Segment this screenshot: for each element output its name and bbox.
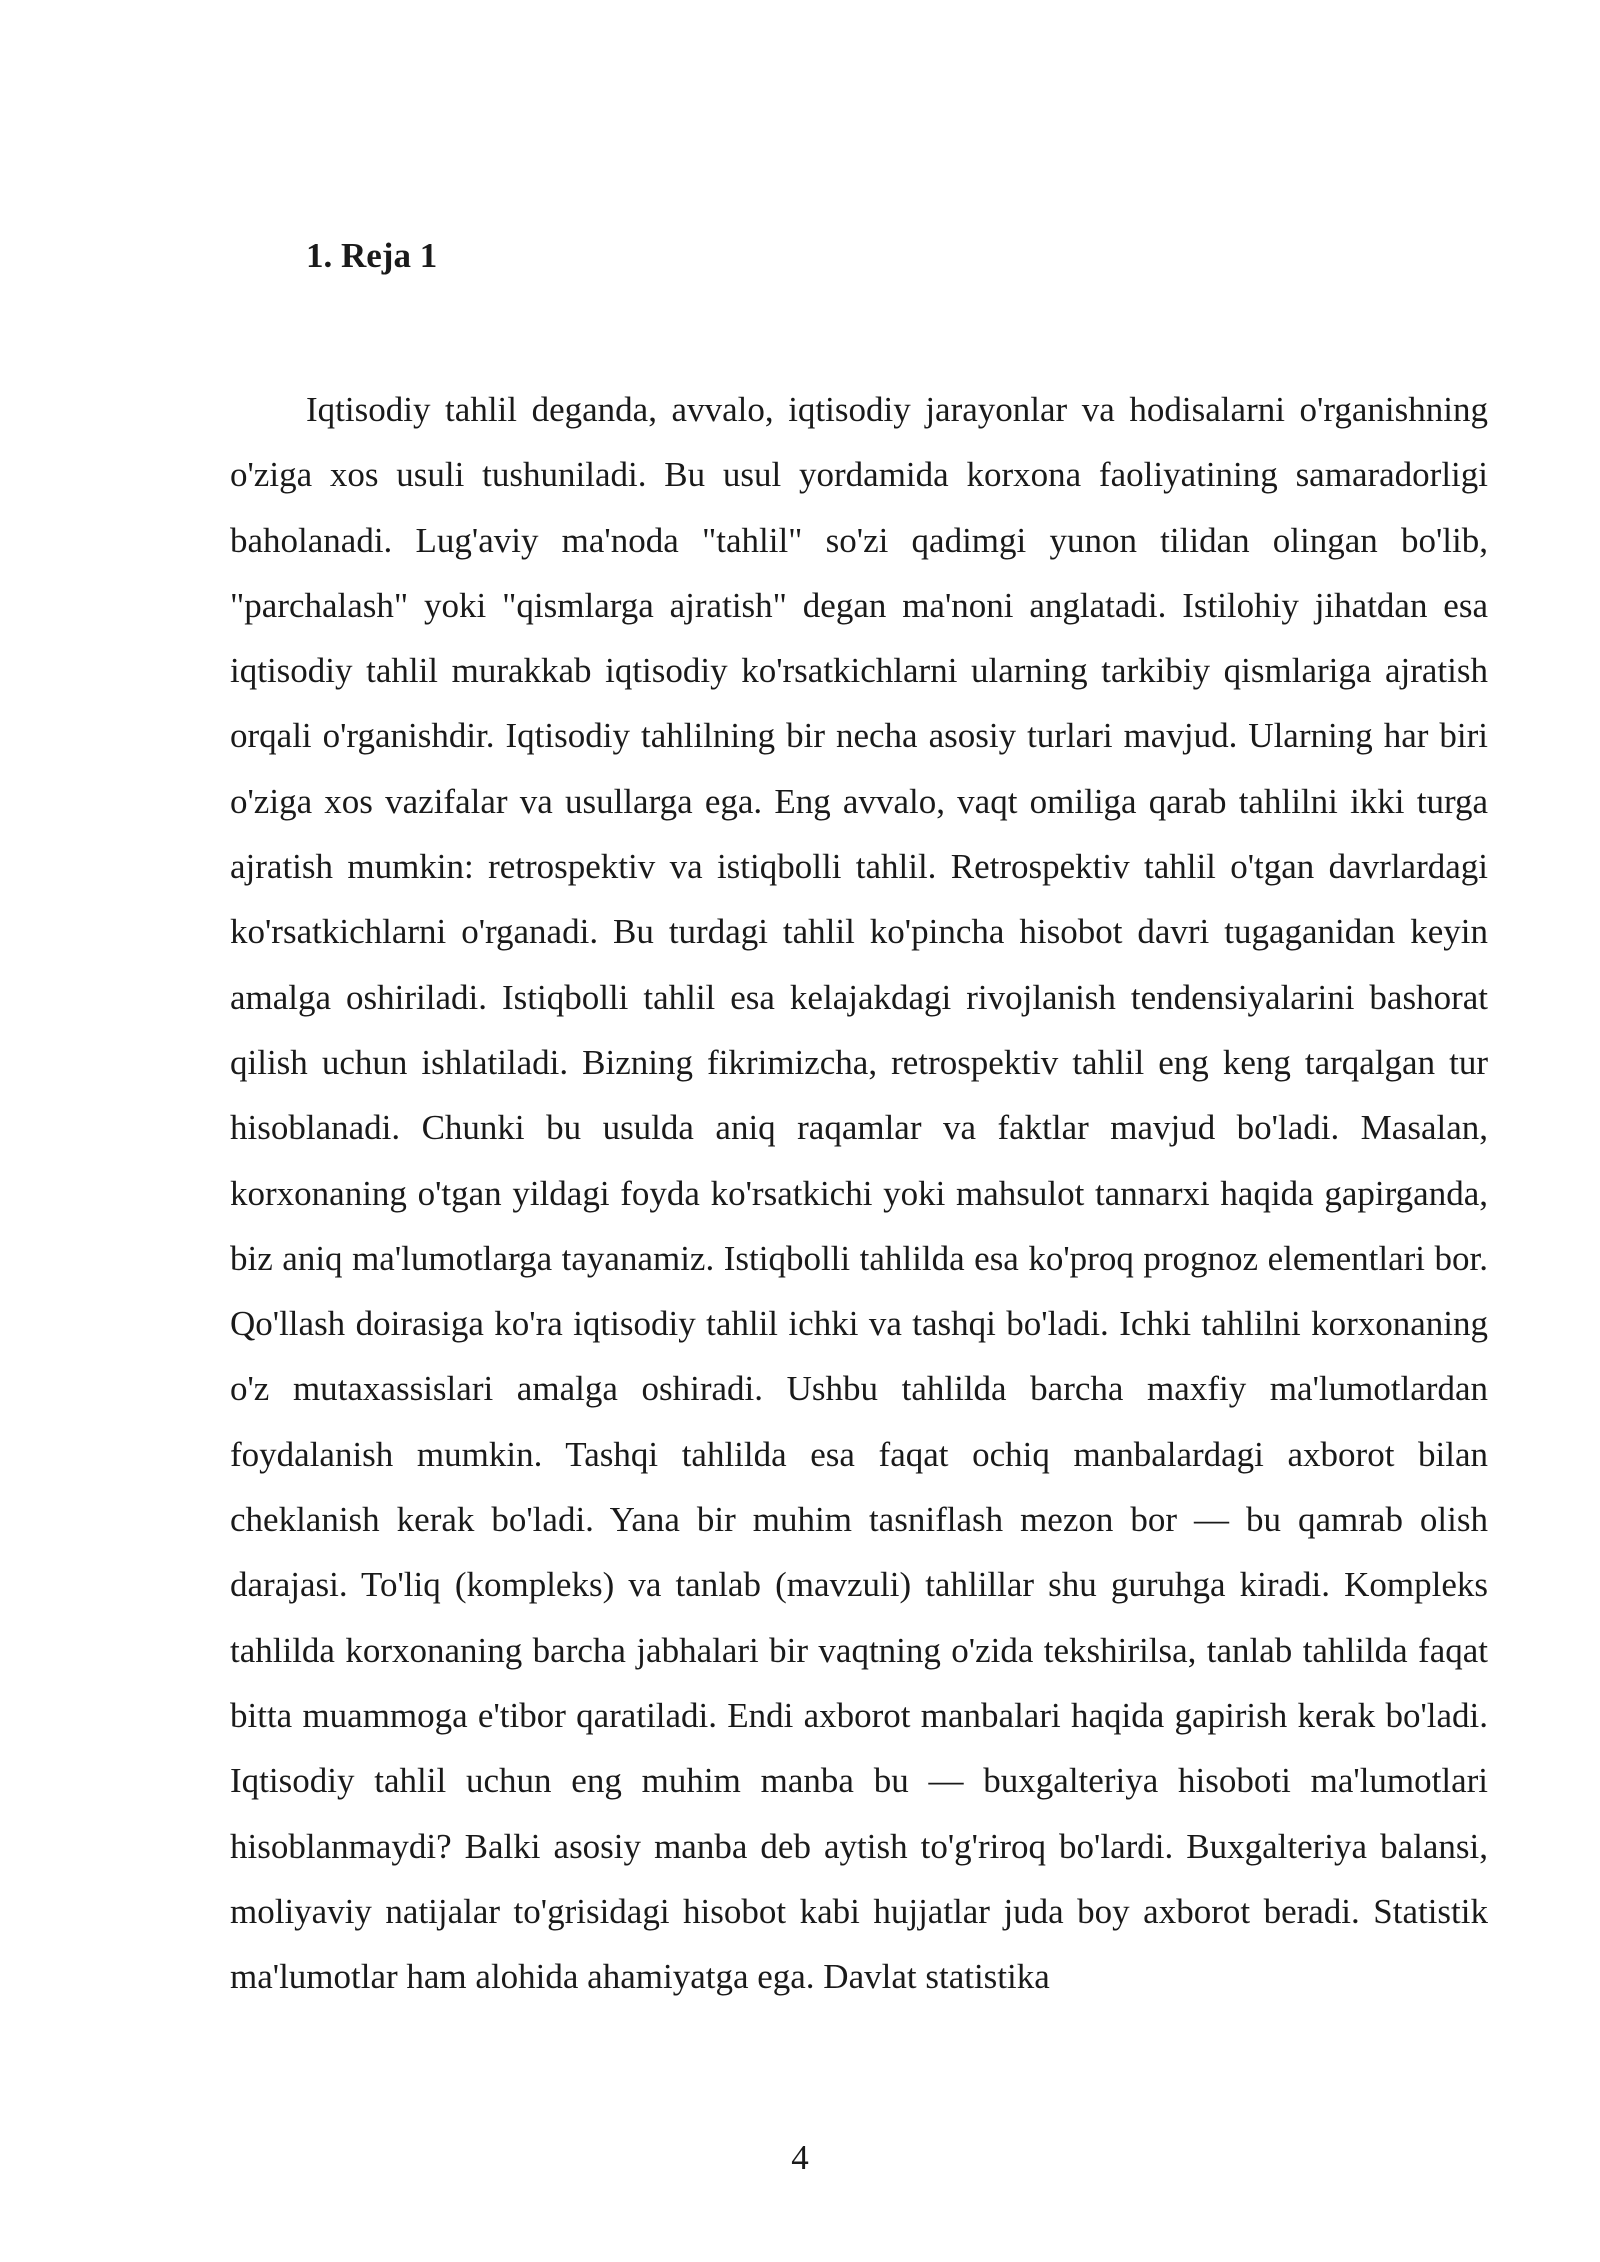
- section-heading: 1. Reja 1: [306, 236, 438, 275]
- page-number: 4: [791, 2138, 809, 2177]
- body-paragraph: Iqtisodiy tahlil deganda, avvalo, iqtisodiy jarayonlar va hodisalarni o'rganishning o'ziga xos usuli tushuniladi. Bu usul yordamida korxona faoliyatining samaradorligi baholanadi. Lug'aviy ma'noda "tahlil" so'zi qadimgi yunon tilidan olingan bo'lib, "parchalash" yoki "qismlarga ajratish" degan ma'noni anglatadi. Istilohiy jihatdan esa iqtisodiy tahlil murakkab iqtisodiy ko'rsatkichlarni ularning tarkibiy qismlariga ajratish orqali o'rganishdir. Iqtisodiy tahlilning bir necha asosiy turlari mavjud. Ularning har biri o'ziga xos vazifalar va usullarga ega. Eng avvalo, vaqt omiliga qarab tahlilni ikki turga ajratish mumkin: retrospektiv va istiqbolli tahlil. Retrospektiv tahlil o'tgan davrlardagi ko'rsatkichlarni o'rganadi. Bu turdagi tahlil ko'pincha hisobot davri tugaganidan keyin amalga oshiriladi. Istiqbolli tahlil esa kelajakdagi rivojlanish tendensiyalarini bashorat qilish uchun ishlatiladi. Bizning fikrimizcha, retrospektiv tahlil eng keng tarqalgan tur hisoblanadi. Chunki bu usulda aniq raqamlar va faktlar mavjud bo'ladi. Masalan, korxonaning o'tgan yildagi foyda ko'rsatkichi yoki mahsulot tannarxi haqida gapirganda, biz aniq ma'lumotlarga tayanamiz. Istiqbolli tahlilda esa ko'proq prognoz elementlari bor. Qo'llash doirasiga ko'ra iqtisodiy tahlil ichki va tashqi bo'ladi. Ichki tahlilni korxonaning o'z mutaxassislari amalga oshiradi. Ushbu tahlilda barcha maxfiy ma'lumotlardan foydalanish mumkin. Tashqi tahlilda esa faqat ochiq manbalardagi axborot bilan cheklanish kerak bo'ladi. Yana bir muhim tasniflash mezon bor — bu qamrab olish darajasi. To'liq (kompleks) va tanlab (mavzuli) tahlillar shu guruhga kiradi. Kompleks tahlilda korxonaning barcha jabhalari bir vaqtning o'zida tekshirilsa, tanlab tahlilda faqat bitta muammoga e'tibor qaratiladi. Endi axborot manbalari haqida gapirish kerak bo'ladi. Iqtisodiy tahlil uchun eng muhim manba bu — buxgalteriya hisoboti ma'lumotlari hisoblanmaydi? Balki asosiy manba deb aytish to'g'riroq bo'lardi. Buxgalteriya balansi, moliyaviy natijalar to'grisidagi hisobot kabi hujjatlar juda boy axborot beradi. Statistik ma'lumotlar ham alohida ahamiyatga ega. Davlat statistika: [230, 390, 1488, 1997]
